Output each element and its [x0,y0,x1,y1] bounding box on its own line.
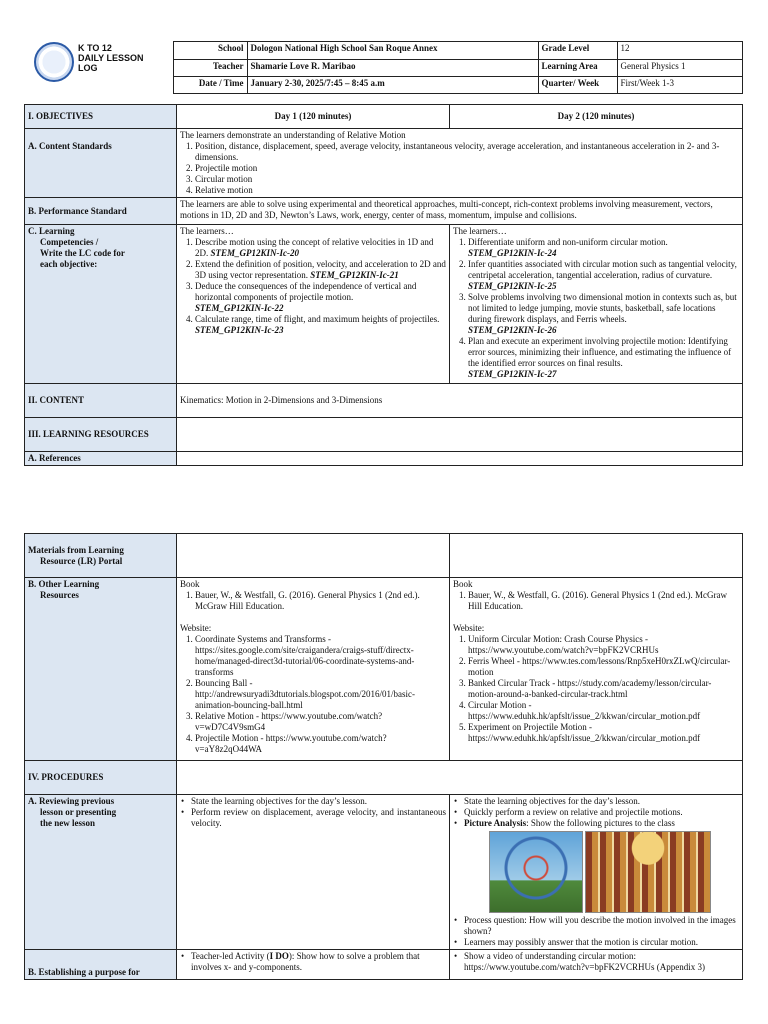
purpose-text-c: ): Show how to solve a problem that involves x- and y-components. [191,951,420,972]
book-label: Book [180,579,200,589]
competency-text: Solve problems involving two dimensional motion in contexts such as, but not limited to ledge jumping, movie stunts, basketball, safe locations during firework displays, and Ferris wheels. [468,292,737,324]
day1-review-list [180,796,446,829]
list-item: 5. Experiment on Projectile Motion - https://www.eduhk.hk/apfslt/issue_2/kkwan/circular_motion.pdf [468,722,739,744]
competency-code: STEM_GP12KIN-Ic-20 [210,248,300,258]
content-standards-label: A. Content Standards [25,129,177,198]
list-item: 1. Bauer, W., & Westfall, G. (2016). General Physics 1 (2nd ed.). McGraw Hill Education. [468,590,739,612]
day2-review-list-cont [453,915,739,948]
competency-text: Plan and execute an experiment involving projectile motion: Identifying error sources, minimizing their influence, and estimating the influence of the identified error sources on final results. [468,336,732,368]
other-label-line-1: B. Other Learning [28,579,100,589]
learning-competencies-label [25,225,177,384]
school-value: Dologon National High School San Roque Annex [247,42,538,60]
purpose-text-b: I DO [269,951,289,961]
grade-label: Grade Level [538,42,617,60]
list-item [189,951,446,973]
purpose-text-a: Teacher-led Activity ( [191,951,270,961]
competency-text: Differentiate uniform and non-uniform circular motion. [468,237,668,247]
list-item: 2. Bouncing Ball - http://andrewsuryadi3dtutorials.blogspot.com/2016/01/basic-animation-bouncing-ball.html [195,678,446,711]
lc-label-line-4: each objective: [40,259,98,269]
day2-competencies-list [453,237,739,380]
lr-label-line-2: Resource (LR) Portal [40,555,123,566]
list-item [468,336,739,380]
list-item [195,314,446,336]
ferris-wheel-image [489,831,583,913]
day2-purpose-list [453,951,739,973]
day2-competencies-intro: The learners… [453,226,507,236]
procedures-cell [177,761,743,795]
content-text: Kinematics: Motion in 2-Dimensions and 3-Dimensions [177,384,743,418]
day2-heading: Day 2 (120 minutes) [450,105,743,129]
date-value: January 2-30, 2025/7:45 – 8:45 a.m [247,77,538,94]
day2-website-list [453,634,739,744]
day1-competencies-cell [177,225,450,384]
list-item [462,818,739,829]
content-standards-list [180,141,739,196]
review-label-line-1: A. Reviewing previous [28,796,115,806]
other-label-line-2: Resources [40,590,79,600]
quarter-label: Quarter/ Week [538,77,617,94]
list-item: 3. Banked Circular Track - https://study.com/academy/lesson/circular-motion-around-a-banked-circular-track.html [468,678,739,700]
list-item: 4. Circular Motion - https://www.eduhk.hk/apfslt/issue_2/kkwan/circular_motion.pdf [468,700,739,722]
list-item: 1. Position, distance, displacement, speed, average velocity, instantaneous velocity, average acceleration, and instantaneous acceleration in 2- and 3- dimensions. [195,141,739,163]
day2-purpose-cell [450,950,743,980]
competency-code: STEM_GP12KIN-Ic-25 [468,281,557,291]
list-item: 1. Bauer, W., & Westfall, G. (2016). General Physics 1 (2nd ed.). McGraw Hill Education. [195,590,446,612]
teacher-label: Teacher [173,60,247,77]
content-standards-cell [177,129,743,198]
competency-code: STEM_GP12KIN-Ic-22 [195,303,284,313]
day1-review-cell [177,795,450,950]
performance-standard-text: The learners are able to solve using experimental and theoretical approaches, multi-concept, rich-context problems involving measurement, vectors, motions in 1D, 2D and 3D, Newton’s Laws, work, energy, center of mass, momentum, impulse and collisions. [177,198,743,225]
lc-label-line-1: C. Learning [28,226,75,236]
learning-resources-heading: III. LEARNING RESOURCES [25,418,177,452]
list-item: 3. Relative Motion - https://www.youtube.com/watch?v=wD7C4V9smG4 [195,711,446,733]
competency-text: Extend the definition of position, velocity, and acceleration to 2D and 3D using vector representation. [195,259,446,280]
competency-text: Calculate range, time of flight, and maximum heights of projectiles. [195,314,440,324]
day1-resources-cell [177,578,450,761]
picture-analysis-text: : Show the following pictures to the class [526,818,675,828]
day2-book-list [453,590,739,612]
objectives-table [24,104,743,466]
lc-label-line-3: Write the LC code for [40,248,125,258]
header-title-line-1: K TO 12 [78,42,112,53]
quarter-value: First/Week 1-3 [617,77,742,94]
lr-label-line-1: Materials from Learning [28,544,124,555]
list-item: 4. Relative motion [195,185,739,196]
list-item: • Show a video of understanding circular motion: https://www.youtube.com/watch?v=bpFK2VCRHUs (Appendix 3) [462,951,739,973]
header-table [24,41,743,94]
lr-portal-label [25,534,177,578]
content-standards-intro: The learners demonstrate an understanding of Relative Motion [180,130,406,140]
lc-label-line-2: Competencies / [40,237,99,247]
list-item [468,237,739,259]
picture-analysis-label: Picture Analysis [464,818,527,828]
day2-resources-cell [450,578,743,761]
list-item: • State the learning objectives for the day’s lesson. [189,796,446,807]
header-title [78,43,144,73]
competency-text: Describe motion using the concept of relative velocities in 1D and 2D. [195,237,434,258]
website-label: Website: [453,623,485,633]
list-item [468,259,739,292]
competency-code: STEM_GP12KIN-Ic-27 [468,369,557,379]
website-label: Website: [180,623,212,633]
review-label [25,795,177,950]
school-label: School [173,42,247,60]
list-item: 2. Ferris Wheel - https://www.tes.com/lessons/Rnp5xeH0rxZLwQ/circular-motion [468,656,739,678]
list-item: • Learners may possibly answer that the motion is circular motion. [462,937,739,948]
competency-text: Deduce the consequences of the independence of vertical and horizontal components of projectile motion. [195,281,417,302]
list-item [468,292,739,336]
lr-portal-day2 [450,534,743,578]
list-item: 1. Uniform Circular Motion: Crash Course Physics - https://www.youtube.com/watch?v=bpFK2VCRHUs [468,634,739,656]
list-item: • Quickly perform a review on relative and projectile motions. [462,807,739,818]
review-label-line-3: the new lesson [40,818,96,828]
procedures-heading: IV. PROCEDURES [25,761,177,795]
list-item: 1. Coordinate Systems and Transforms - https://sites.google.com/site/craigandera/craigs-stuff/directx-home/managed-direct3d-tutorial/06-coordinate-systems-and-transforms [195,634,446,678]
list-item: 4. Projectile Motion - https://www.youtube.com/watch?v=aY8z2qO44WA [195,733,446,755]
list-item: • Process question: How will you describe the motion involved in the images shown? [462,915,739,937]
deped-seal-icon [34,42,74,82]
day1-competencies-list [180,237,446,336]
references-cell [177,452,743,466]
header-title-line-3: LOG [78,62,98,73]
learning-resources-cell [177,418,743,452]
day1-website-list [180,634,446,755]
list-item: 2. Projectile motion [195,163,739,174]
references-label: A. References [25,452,177,466]
day1-purpose-list [180,951,446,973]
picture-row [453,831,739,913]
book-label: Book [453,579,473,589]
header-title-line-2: DAILY LESSON [78,52,144,63]
review-label-line-2: lesson or presenting [40,807,117,817]
day1-purpose-cell [177,950,450,980]
content-heading: II. CONTENT [25,384,177,418]
day1-book-list [180,590,446,612]
area-value: General Physics 1 [617,60,742,77]
day2-review-cell [450,795,743,950]
procedures-table [24,533,743,980]
carousel-image [585,831,711,913]
list-item: 3. Circular motion [195,174,739,185]
list-item [195,237,446,259]
day2-competencies-cell [450,225,743,384]
list-item [195,259,446,281]
list-item: • State the learning objectives for the day’s lesson. [462,796,739,807]
purpose-label: B. Establishing a purpose for [25,950,177,980]
date-label: Date / Time [173,77,247,94]
objectives-heading: I. OBJECTIVES [25,105,177,129]
day1-competencies-intro: The learners… [180,226,234,236]
day2-review-list [453,796,739,829]
grade-value: 12 [617,42,742,60]
day1-heading: Day 1 (120 minutes) [177,105,450,129]
other-resources-label [25,578,177,761]
competency-code: STEM_GP12KIN-Ic-24 [468,248,557,258]
competency-text: Infer quantities associated with circular motion such as tangential velocity, centripetal acceleration, tangential acceleration, radius of curvature. [468,259,737,280]
lr-portal-day1 [177,534,450,578]
competency-code: STEM_GP12KIN-Ic-21 [310,270,399,280]
area-label: Learning Area [538,60,617,77]
header-logo-cell [24,42,173,94]
competency-code: STEM_GP12KIN-Ic-26 [468,325,557,335]
list-item: • Perform review on displacement, average velocity, and instantaneous velocity. [189,807,446,829]
list-item [195,281,446,314]
teacher-value: Shamarie Love R. Maribao [247,60,538,77]
performance-standard-label: B. Performance Standard [25,198,177,225]
competency-code: STEM_GP12KIN-Ic-23 [195,325,284,335]
